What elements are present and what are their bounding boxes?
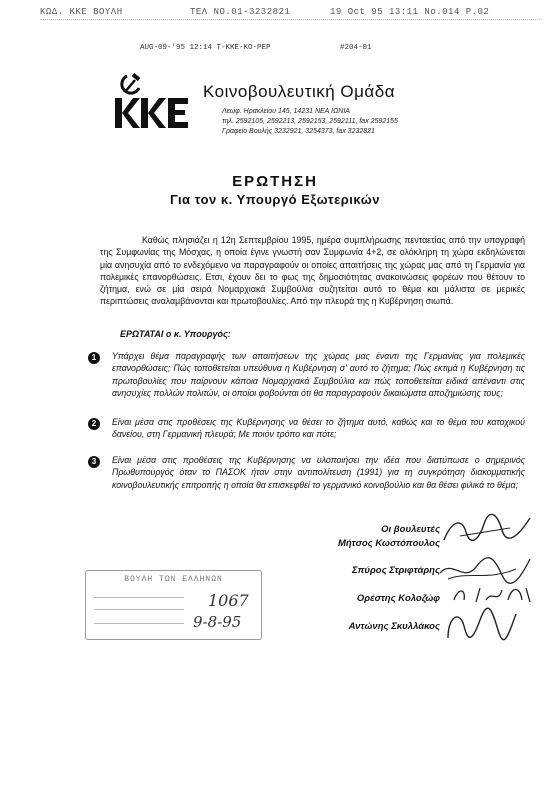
hammer-sickle-logo-icon xyxy=(113,66,193,136)
letterhead-address xyxy=(222,107,398,137)
question-number-badge: 3 xyxy=(88,456,100,468)
signatory-name: Ορέστης Κολοζώφ xyxy=(356,593,440,604)
question-text: Είναι μέσα στις προθέσεις της Κυβέρνησης να θέσει το ζήτημα αυτό, καθώς και το θέμα του κατοχικού δανείου, στη Γερμανική πλευρά; Με ποιόν τρόπο και πότε; xyxy=(112,417,525,440)
fax-subheader-left: AUG-09-'95 12:14 Τ-ΚΚΕ-ΚΟ-ΡΕΡ xyxy=(140,44,271,52)
signatories-heading: Οι βουλευτές xyxy=(381,524,440,535)
address-line: Λεωφ. Ηρακλείου 145, 14231 ΝΕΑ ΙΩΝΙΑ xyxy=(222,108,350,115)
handwritten-signature xyxy=(440,510,535,550)
stamp-line xyxy=(94,623,184,624)
ask-line: ΕΡΩΤΑΤΑΙ ο κ. Υπουργός: xyxy=(120,329,231,339)
signatory-name: Αντώνης Σκυλλάκος xyxy=(348,621,440,632)
document-title: ΕΡΩΤΗΣΗ xyxy=(232,173,318,190)
stamp-title: ΒΟΥΛΗ ΤΩΝ ΕΛΛΗΝΩΝ xyxy=(124,575,223,584)
handwritten-signature xyxy=(450,582,535,608)
question-number-badge: 1 xyxy=(88,352,100,364)
parliament-office-line: Γραφείο Βουλής 3232921, 3254373, fax 3232821 xyxy=(222,128,375,135)
stamp-entry-date: 9-8-95 xyxy=(193,613,242,631)
parliament-receipt-stamp xyxy=(85,570,262,640)
signatory-name: Μήτσος Κωστόπουλος xyxy=(337,538,440,549)
org-name: Κοινοβουλευτική Ομάδα xyxy=(203,82,396,101)
fax-subheader-id: #204-01 xyxy=(340,44,372,52)
kke-logo xyxy=(113,66,193,136)
intro-paragraph: Καθώς πλησιάζει η 12η Σεπτεμβρίου 1995, ημέρα συμπλήρωσης πενταετίας από την υπογραφή της Συμφωνίας της Μόσχας, η οποία έγινε γνωστή σαν Συμφωνία 4+2, σε ολόκληρη τη χώρα εκδηλώνεται μία ανησυχία από το ενδεχόμενο να παραγραφούν οι οποίες απαιτήσεις της χώρας μας από τη Γερμανία για πολεμικές επανορθώσεις. Ετσι, έχουν δει το φως της δημοσιότητας ανακοινώσεις φορέων που θέτουν το ζήτημα, ενώ σε μία σειρά Νομαρχιακά Συμβούλια συζητείται αυτό το θέμα και μάλιστα σε μερικές περιπτώσεις αναλαμβάνονται και πρωτοβουλίες. Από την πλευρά της η Κυβέρνηση σιωπά. xyxy=(100,235,525,307)
question-text: Υπάρχει θέμα παραγραφής των απαιτήσεων της χώρας μας έναντι της Γερμανίας για πολεμικές επανορθώσεις; Πώς τοποθετείται υπεύθυνα η Κυβέρνηση σ' αυτό το ζήτημα; Πώς εκτιμά η Κυβέρνηση τις πρωτοβουλίες που παίρνουν κάποια Νομαρχιακά Συμβούλια και πώς τοποθετείται ειδικά απέναντι στις ανησυχίες πολλών πολιτών, οι οποίοι φοβούνται ότι θα παραγραφούν δικαιώματα αποζημιώσης τους; xyxy=(112,351,525,398)
fax-header-phone: ΤΕΛ ΝΟ.01-3232821 xyxy=(190,7,291,17)
fax-header-timestamp: 19 Oct 95 13:11 No.014 P.02 xyxy=(330,7,490,17)
phone-line: τηλ. 2592105, 2592213, 2592153, 2592111, fax 2592155 xyxy=(222,118,398,125)
stamp-line xyxy=(94,609,184,610)
document-subtitle: Για τον κ. Υπουργό Εξωτερικών xyxy=(170,192,380,207)
question-number-badge: 2 xyxy=(88,418,100,430)
signatory-name: Σπύρος Στριφτάρης xyxy=(352,565,440,576)
fax-subheader xyxy=(140,44,440,52)
fax-transmission-header xyxy=(40,7,540,20)
question-text: Είναι μέσα στις προθέσεις της Κυβέρνησης να υλοποιήσει την ιδέα που διατύπωσε ο σημερινός Πρωθυπουργός όταν το ΠΑΣΟΚ ήταν στην αντιπολίτευση (1991) για τη συγκρότηση διακομματικής κοινοβουλευτικής επιτροπής η οποία θα επισκεφθεί το γερμανικό κοινοβούλιο και θα θέσει φιλικά το θέμα; xyxy=(112,455,525,490)
stamp-entry-number: 1067 xyxy=(208,591,249,610)
stamp-line xyxy=(94,597,184,598)
handwritten-signature xyxy=(442,606,522,646)
fax-header-left: ΚΩΔ. ΚΚΕ ΒΟΥΛΗ xyxy=(40,7,123,17)
